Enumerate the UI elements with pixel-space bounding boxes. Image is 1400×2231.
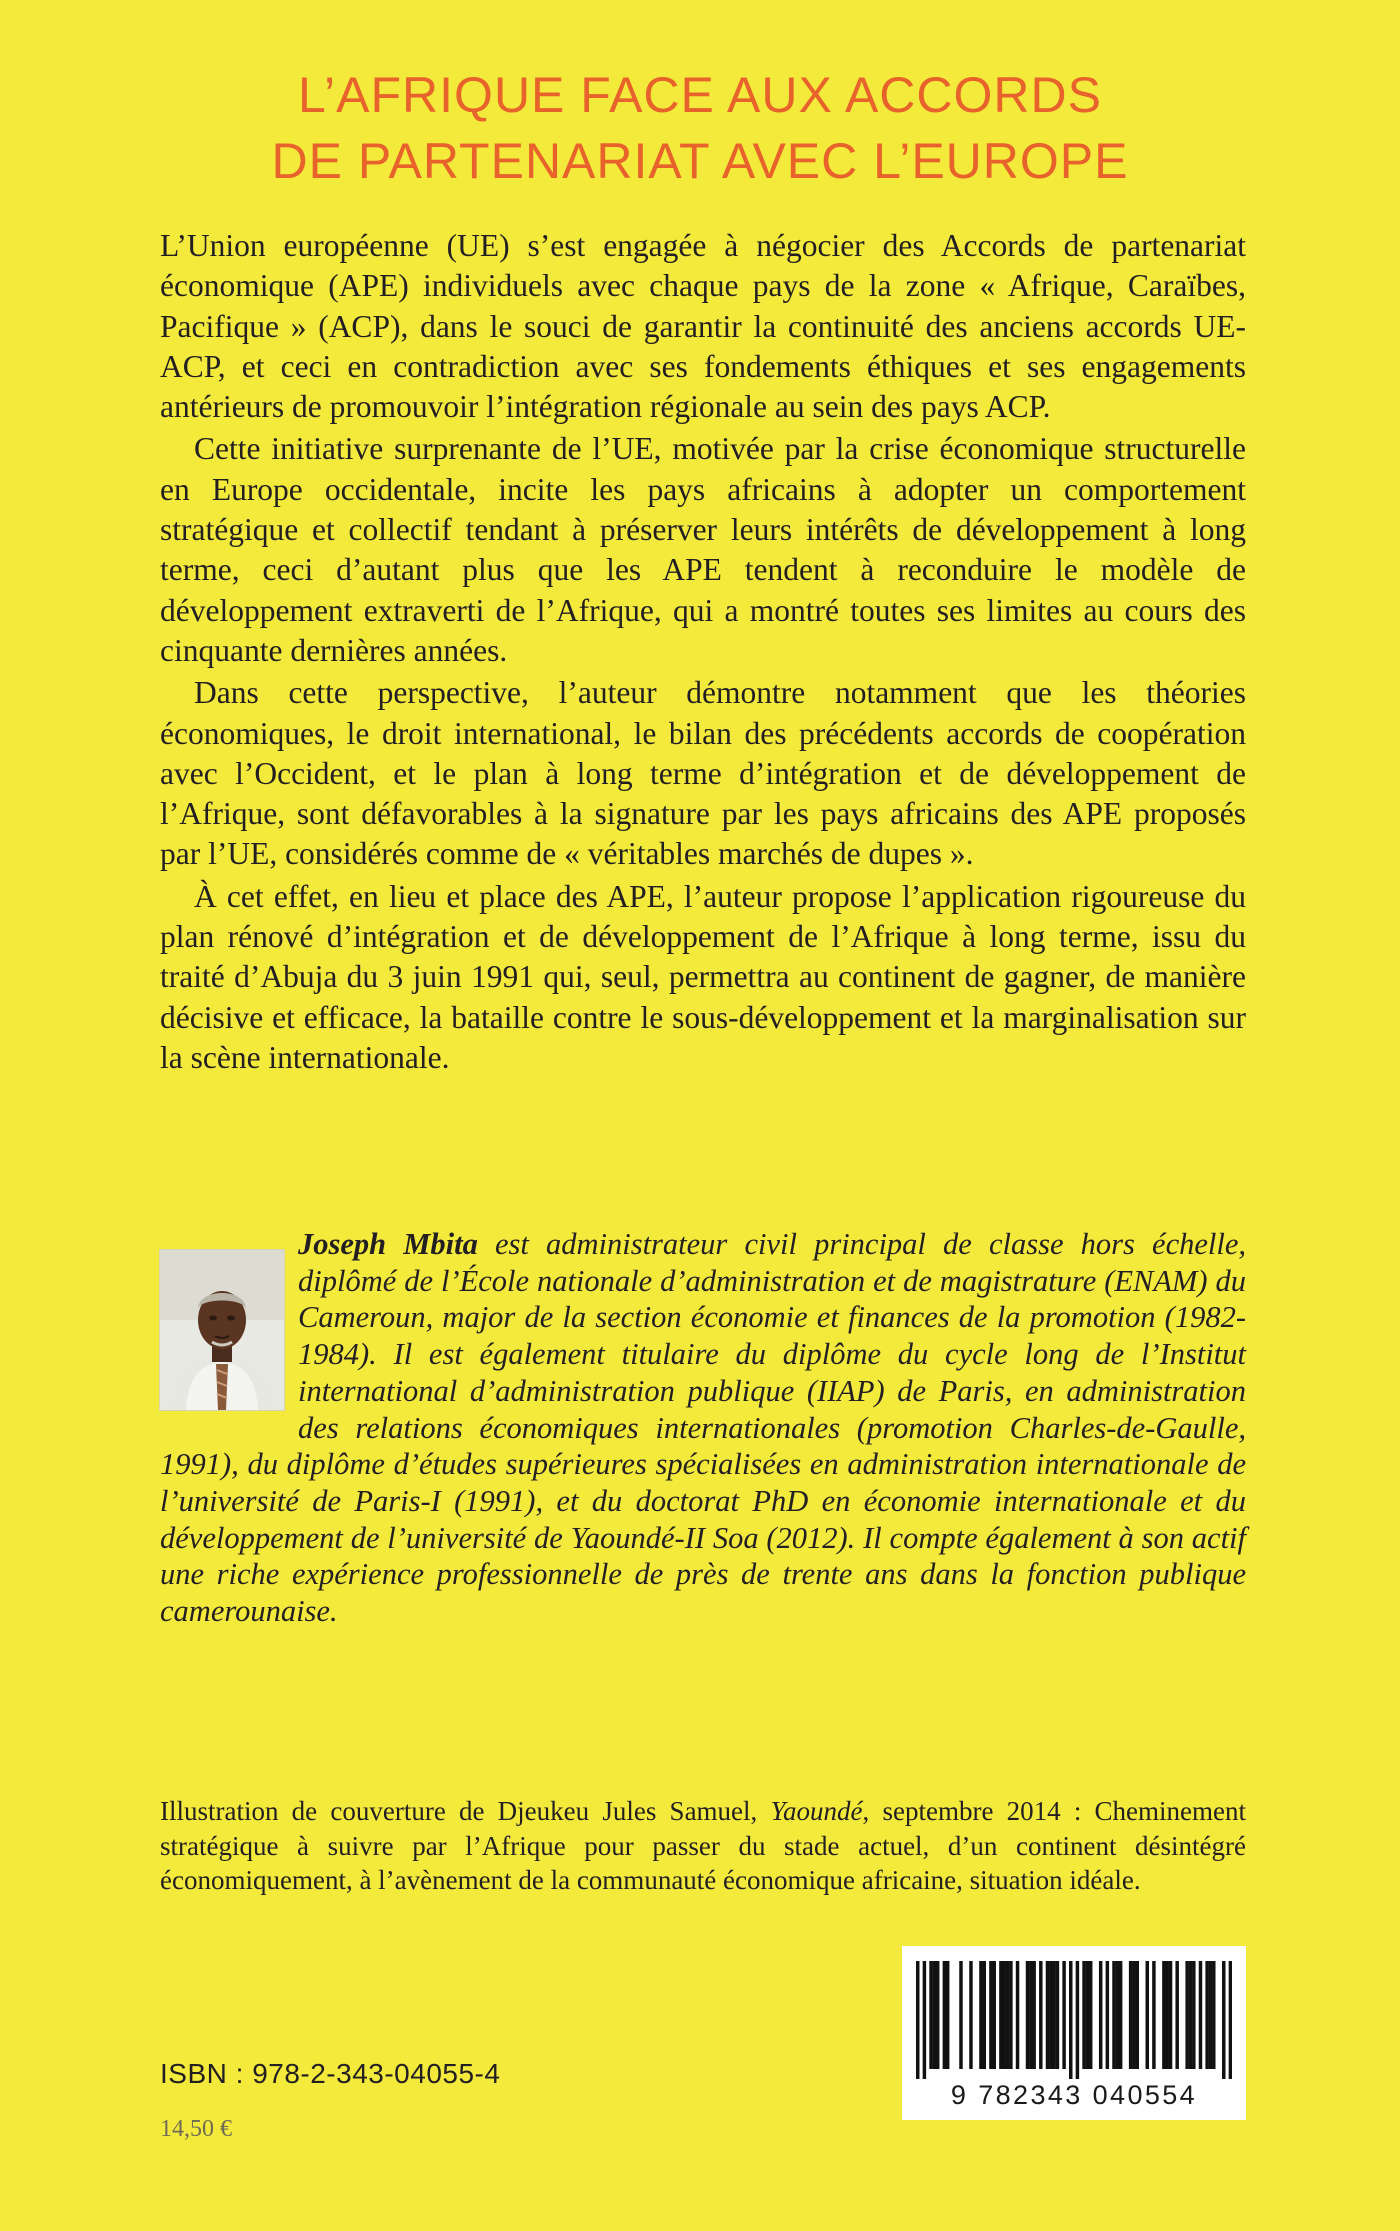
barcode-bar [1062,1961,1065,2069]
barcode-bar [989,1961,992,2069]
barcode-bar [1205,1961,1208,2069]
barcode-bar [1169,1961,1172,2069]
credits-place: Yaoundé [770,1796,863,1826]
barcode-bar [1162,1961,1165,2069]
barcode-bar [1116,1961,1119,2069]
barcode-bar [1049,1961,1052,2069]
barcode-bar [999,1961,1002,2069]
barcode-bar [1082,1961,1085,2069]
summary-paragraph-1: L’Union européenne (UE) s’est engagée à négocier des Accords de partenariat économique (APE) individuels avec chaque pays de la zone « Afrique, Caraïbes, Pacifique » (ACP), dans le souci de garantir la continuité des anciens accords UE-ACP, et ceci en contradiction avec ses fondements éthiques et ses engagements antérieurs de promouvoir l’intégration régionale au sein des pays ACP. [160,228,1246,425]
barcode-bar [1175,1961,1178,2069]
barcode-digits: 9 782343 040554 [950,2080,1198,2110]
barcode-bar [1165,1961,1168,2069]
book-title [0,62,1400,194]
author-bio-text: est administrateur civil principal de classe hors échelle, diplômé de l’École nationale d’administration et de magistrature (ENAM) du Cameroun, major de la section économie et finances de la promotion (1982-1984). Il est également titulaire du diplôme du cycle long de l’Institut international d’administration publique (IIAP) de Paris, en administration des relations économiques internationales (promotion Charles-de-Gaulle, 1991), du diplôme d’études supérieures spécialisées en administration internationale de l’université de Paris-I (1991), et du doctorat PhD en économie internationale et du développement de l’université de Yaoundé-II Soa (2012). Il compte également à son actif une riche expérience professionnelle de près de trente ans dans la fonction publique camerounaise. [160,1227,1246,1629]
barcode-bar [1199,1961,1202,2069]
barcode-bar [1229,1961,1232,2079]
barcode-bar [1076,1961,1079,2079]
barcode-bar [1106,1961,1109,2069]
barcode-bar [929,1961,932,2069]
barcode-bars [916,1961,1232,2079]
barcode-bar [1152,1961,1155,2069]
barcode-bar [1069,1961,1072,2079]
barcode-bar [1222,1961,1225,2079]
barcode-bar [1032,1961,1035,2069]
price-label: 14,50 € [160,2116,232,2142]
photo-spacer [160,1226,298,1426]
barcode-bar [1029,1961,1032,2069]
barcode-bar [1112,1961,1115,2069]
barcode [902,1946,1246,2120]
barcode-bar [933,1961,936,2069]
summary-paragraph-3: Dans cette perspective, l’auteur démontre notamment que les théories économiques, le droit international, le bilan des précédents accords de coopération avec l’Occident, et le plan à long terme d’intégration et de développement de l’Afrique, sont défavorables à la signature par les pays africains des APE proposés par l’UE, considérés comme de « véritables marchés de dupes ». [160,675,1246,872]
barcode-bar [969,1961,972,2069]
barcode-bar [959,1961,962,2069]
barcode-bar [946,1961,949,2069]
credits-prefix: Illustration de couverture de Djeukeu Jules Samuel, [160,1796,771,1826]
barcode-bar [1056,1961,1059,2069]
barcode-bar [1189,1961,1192,2069]
barcode-bar [1209,1961,1212,2069]
barcode-bar [1192,1961,1195,2069]
barcode-bar [1146,1961,1149,2069]
author-bio [160,1226,1246,1630]
barcode-bar [1129,1961,1132,2069]
barcode-bar [1006,1961,1009,2069]
barcode-bar [923,1961,926,2079]
barcode-bar [1212,1961,1215,2069]
title-line-1: L’AFRIQUE FACE AUX ACCORDS [298,67,1102,123]
barcode-bar [1052,1961,1055,2069]
barcode-bar [1136,1961,1139,2069]
barcode-bar [1099,1961,1102,2069]
summary-paragraph-2: Cette initiative surprenante de l’UE, motivée par la crise économique structurelle en Europe occidentale, incite les pays africains à adopter un comportement stratégique et collectif tendant à préserver leurs intérêts de développement à long terme, ceci d’autant plus que les APE tendent à reconduire le modèle de développement extraverti de l’Afrique, qui a montré toutes ses limites au cours des cinquante dernières années. [160,431,1246,668]
barcode-bar [916,1961,919,2079]
barcode-bar [1046,1961,1049,2069]
isbn-label: ISBN : 978-2-343-04055-4 [160,2058,501,2089]
title-line-2: DE PARTENARIAT AVEC L’EUROPE [271,133,1129,189]
barcode-bar [1185,1961,1188,2069]
author-name: Joseph Mbita [298,1227,478,1261]
barcode-bar [1039,1961,1042,2069]
barcode-bar [1016,1961,1019,2069]
barcode-bar [943,1961,946,2069]
summary-paragraph-4: À cet effet, en lieu et place des APE, l’auteur propose l’application rigoureuse du plan rénové d’intégration et de développement de l’Afrique à long terme, issu du traité d’Abuja du 3 juin 1991 qui, seul, permettra au continent de gagner, de manière décisive et efficace, la bataille contre le sous-développement et la marginalisation sur la scène internationale. [160,878,1246,1075]
barcode-bar [1009,1961,1012,2069]
barcode-bar [1089,1961,1092,2069]
barcode-bar [993,1961,996,2069]
barcode-bar [979,1961,982,2069]
barcode-bar [1119,1961,1122,2069]
barcode-bar [983,1961,986,2069]
barcode-bar [936,1961,939,2069]
credits-suffix: , septembre 2014 : Cheminement stratégique à suivre par l’Afrique pour passer du stade actuel, d’un continent désintégré économiquement, à l’avènement de la communauté économique africaine, situation idéale. [160,1796,1247,1895]
barcode-bar [1086,1961,1089,2069]
cover-illustration-credits [160,1794,1246,1898]
barcode-bar [1026,1961,1029,2069]
barcode-bar [1132,1961,1135,2069]
summary-text [160,226,1246,1078]
barcode-bar [1002,1961,1005,2069]
